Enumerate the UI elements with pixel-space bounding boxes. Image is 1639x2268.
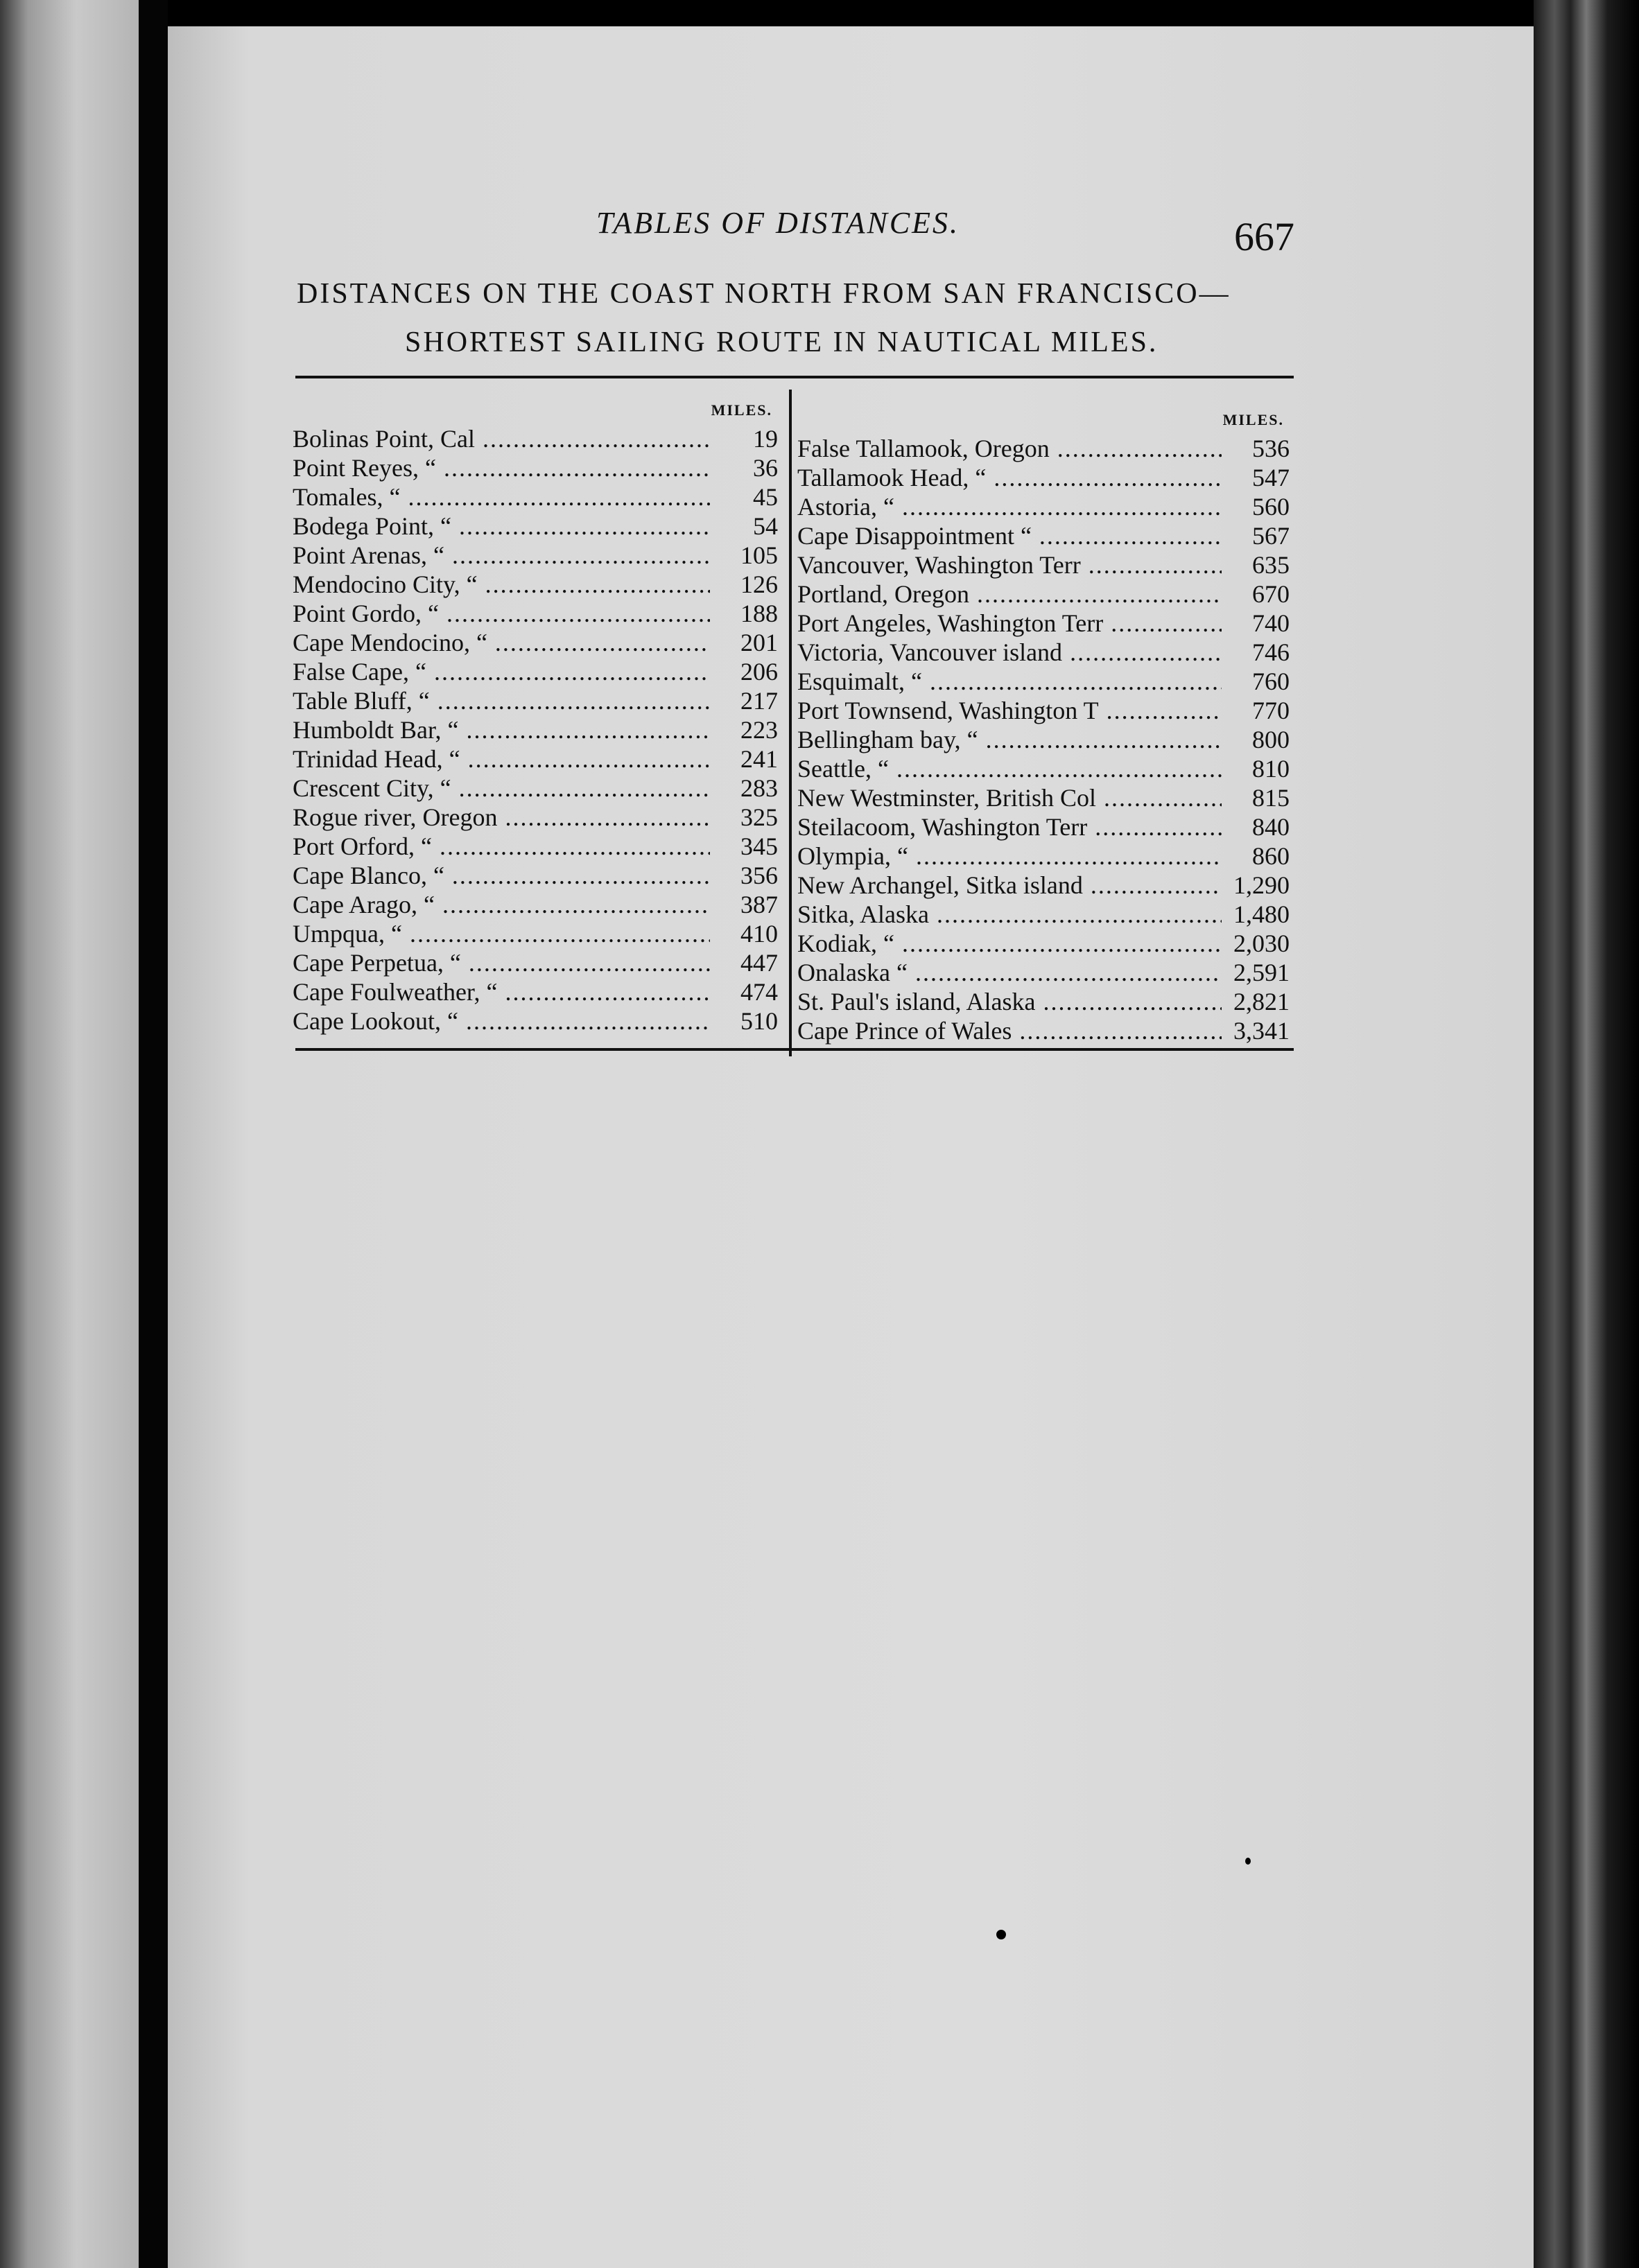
table-row [797, 492, 1290, 521]
distance-miles: 126 [740, 570, 778, 598]
table-row [293, 948, 778, 977]
place-name: Rogue river, Oregon ..... [293, 803, 710, 832]
table-row [293, 570, 778, 599]
place-name: Olympia, “ ..... [797, 841, 1222, 871]
table-row [293, 482, 778, 512]
table-bottom-rule [295, 1048, 1294, 1051]
table-title-line-2: SHORTEST SAILING ROUTE IN NAUTICAL MILES. [405, 326, 1159, 358]
place-name: Vancouver, Washington Terr ..... [797, 550, 1222, 579]
distance-miles: 325 [740, 803, 778, 831]
print-speck [996, 1930, 1006, 1939]
place-name: New Archangel, Sitka island ..... [797, 871, 1222, 900]
miles-column-header: MILES. [1222, 411, 1284, 428]
table-row [797, 900, 1290, 929]
distance-miles: 217 [740, 687, 778, 715]
table-row [293, 657, 778, 686]
distance-miles: 45 [753, 483, 778, 511]
table-row [293, 715, 778, 744]
table-row [293, 977, 778, 1006]
table-row [797, 929, 1290, 958]
place-name: Point Gordo, “ ..... [293, 599, 710, 628]
table-top-rule [295, 376, 1294, 378]
place-name: Cape Mendocino, “ ..... [293, 628, 710, 657]
place-name: Cape Foulweather, “ ..... [293, 977, 710, 1006]
distance-miles: 746 [1252, 638, 1290, 666]
left-rows [293, 424, 778, 1036]
table-row [797, 696, 1290, 725]
place-name: Bodega Point, “ ..... [293, 512, 710, 541]
distance-miles: 2,030 [1233, 930, 1290, 957]
table-row [797, 609, 1290, 638]
page-edge-right [1534, 0, 1639, 2268]
place-name: Cape Blanco, “ ..... [293, 861, 710, 890]
place-name: Bellingham bay, “ ..... [797, 725, 1222, 754]
table-row [797, 841, 1290, 871]
table-row [797, 725, 1290, 754]
distance-miles: 536 [1252, 435, 1290, 462]
distance-miles: 840 [1252, 813, 1290, 841]
table-row [797, 812, 1290, 841]
table-row [293, 512, 778, 541]
place-name: Humboldt Bar, “ ..... [293, 715, 710, 744]
distance-miles: 567 [1252, 522, 1290, 550]
distance-miles: 2,591 [1233, 959, 1290, 986]
book-page [168, 26, 1534, 2268]
table-row [797, 463, 1290, 492]
table-row [797, 783, 1290, 812]
distance-miles: 387 [740, 891, 778, 918]
distance-miles: 740 [1252, 609, 1290, 637]
place-name: Tomales, “ ..... [293, 482, 710, 512]
place-name: Sitka, Alaska ..... [797, 900, 1222, 929]
distance-miles: 560 [1252, 493, 1290, 521]
book-gutter [139, 0, 168, 2268]
distance-miles: 510 [740, 1007, 778, 1035]
distance-miles: 206 [740, 658, 778, 686]
place-name: Cape Arago, “ ..... [293, 890, 710, 919]
place-name: Esquimalt, “ ..... [797, 667, 1222, 696]
place-name: New Westminster, British Col ..... [797, 783, 1222, 812]
distance-miles: 2,821 [1233, 988, 1290, 1015]
place-name: St. Paul's island, Alaska ..... [797, 987, 1222, 1016]
distance-miles: 201 [740, 629, 778, 656]
distance-miles: 283 [740, 774, 778, 802]
table-row [797, 1016, 1290, 1045]
place-name: Point Arenas, “ ..... [293, 541, 710, 570]
place-name: Kodiak, “ ..... [797, 929, 1222, 958]
place-name: Cape Lookout, “ ..... [293, 1006, 710, 1036]
table-row [797, 754, 1290, 783]
table-row [293, 861, 778, 890]
right-rows [797, 434, 1290, 1045]
distance-miles: 223 [740, 716, 778, 744]
table-row [293, 628, 778, 657]
table-row [293, 424, 778, 453]
table-row [797, 871, 1290, 900]
table-row [293, 832, 778, 861]
distance-miles: 815 [1252, 784, 1290, 812]
place-name: Mendocino City, “ ..... [293, 570, 710, 599]
place-name: Umpqua, “ ..... [293, 919, 710, 948]
table-row [293, 1006, 778, 1036]
table-row [293, 686, 778, 715]
table-row [293, 774, 778, 803]
table-row [797, 667, 1290, 696]
table-row [293, 599, 778, 628]
table-row [797, 579, 1290, 609]
place-name: Cape Perpetua, “ ..... [293, 948, 710, 977]
table-row [797, 550, 1290, 579]
table-row [293, 890, 778, 919]
distance-table-right [797, 406, 1290, 1045]
distance-miles: 345 [740, 832, 778, 860]
table-row [797, 638, 1290, 667]
table-row [797, 434, 1290, 463]
place-name: False Tallamook, Oregon ..... [797, 434, 1222, 463]
distance-miles: 810 [1252, 755, 1290, 783]
place-name: Portland, Oregon ..... [797, 579, 1222, 609]
distance-miles: 1,290 [1233, 871, 1290, 899]
distance-miles: 54 [753, 512, 778, 540]
place-name: Trinidad Head, “ ..... [293, 744, 710, 774]
table-row [293, 453, 778, 482]
table-row [293, 803, 778, 832]
place-name: Table Bluff, “ ..... [293, 686, 710, 715]
place-name: Astoria, “ ..... [797, 492, 1222, 521]
distance-miles: 635 [1252, 551, 1290, 579]
place-name: Port Angeles, Washington Terr ..... [797, 609, 1222, 638]
place-name: Cape Disappointment “ ..... [797, 521, 1222, 550]
miles-column-header: MILES. [711, 401, 772, 419]
place-name: Cape Prince of Wales ..... [797, 1016, 1222, 1045]
distance-miles: 770 [1252, 697, 1290, 724]
distance-table-left [293, 396, 778, 1036]
table-row [293, 744, 778, 774]
distance-miles: 800 [1252, 726, 1290, 753]
distance-miles: 860 [1252, 842, 1290, 870]
distance-miles: 1,480 [1233, 900, 1290, 928]
distance-miles: 188 [740, 600, 778, 627]
column-divider [789, 390, 792, 1056]
distance-miles: 105 [740, 541, 778, 569]
distance-miles: 670 [1252, 580, 1290, 608]
place-name: Tallamook Head, “ ..... [797, 463, 1222, 492]
distance-miles: 547 [1252, 464, 1290, 491]
distance-miles: 241 [740, 745, 778, 773]
table-row [797, 521, 1290, 550]
place-name: Point Reyes, “ ..... [293, 453, 710, 482]
place-name: False Cape, “ ..... [293, 657, 710, 686]
place-name: Steilacoom, Washington Terr ..... [797, 812, 1222, 841]
table-row [293, 541, 778, 570]
place-name: Victoria, Vancouver island ..... [797, 638, 1222, 667]
distance-miles: 410 [740, 920, 778, 948]
distance-miles: 447 [740, 949, 778, 977]
table-row [293, 919, 778, 948]
distance-miles: 474 [740, 978, 778, 1006]
place-name: Port Orford, “ ..... [293, 832, 710, 861]
distance-miles: 3,341 [1233, 1017, 1290, 1045]
distance-miles: 36 [753, 454, 778, 482]
table-row [797, 987, 1290, 1016]
distance-miles: 760 [1252, 668, 1290, 695]
distance-miles: 356 [740, 862, 778, 889]
page-number: 667 [1234, 214, 1294, 259]
table-row [797, 958, 1290, 987]
place-name: Seattle, “ ..... [797, 754, 1222, 783]
distance-miles: 19 [753, 425, 778, 453]
place-name: Onalaska “ ..... [797, 958, 1222, 987]
print-speck [1245, 1858, 1251, 1865]
place-name: Crescent City, “ ..... [293, 774, 710, 803]
table-title-line-1: DISTANCES ON THE COAST NORTH FROM SAN FRANCISCO— [297, 278, 1231, 310]
place-name: Bolinas Point, Cal ..... [293, 424, 710, 453]
facing-page-edge [0, 0, 139, 2268]
running-head: TABLES OF DISTANCES. [596, 206, 960, 240]
place-name: Port Townsend, Washington T ..... [797, 696, 1222, 725]
